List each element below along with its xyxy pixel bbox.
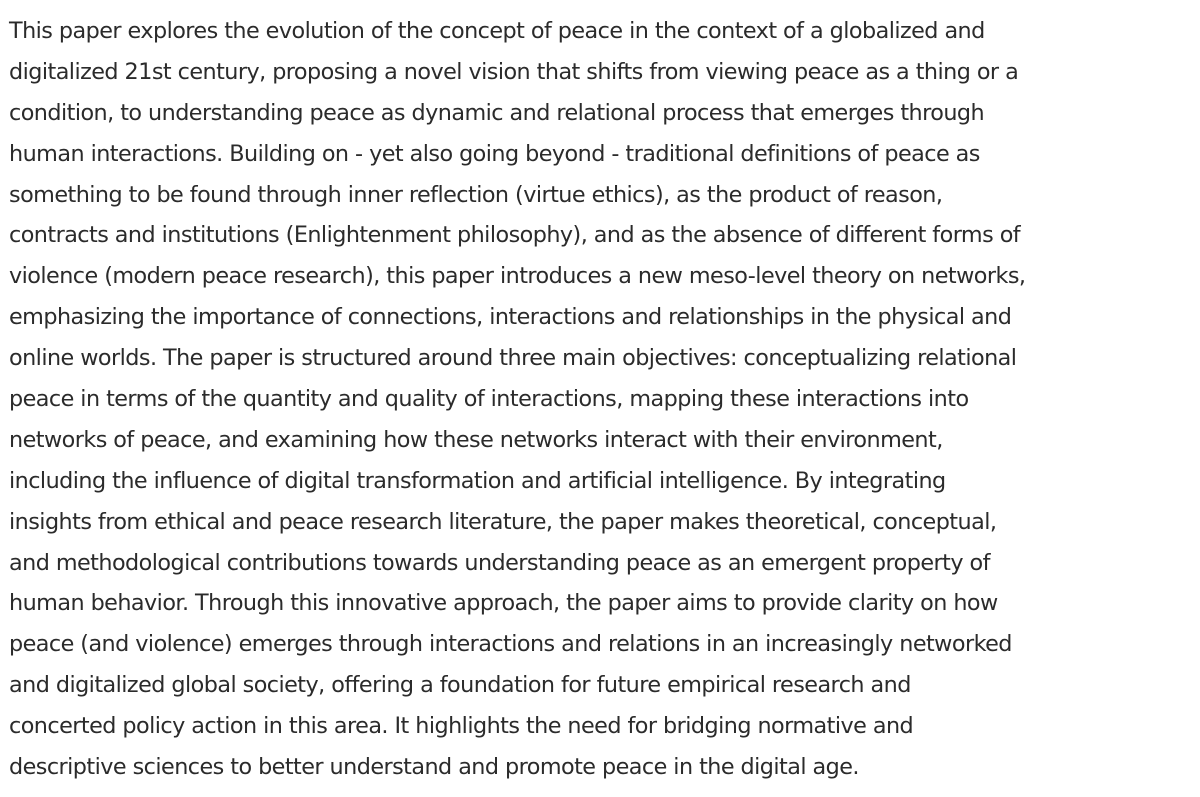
abstract-line: including the influence of digital transformation and artificial intelligence. By integrating — [9, 467, 946, 494]
abstract-line: digitalized 21st century, proposing a novel vision that shifts from viewing peace as a thing or a — [9, 58, 1019, 85]
abstract-line: This paper explores the evolution of the concept of peace in the context of a globalized and — [9, 18, 985, 44]
abstract-line: contracts and institutions (Enlightenment philosophy), and as the absence of different forms of — [9, 222, 1021, 249]
abstract-line: and methodological contributions towards understanding peace as an emergent property of — [9, 549, 990, 576]
abstract-line: concerted policy action in this area. It highlights the need for bridging normative and — [9, 713, 914, 740]
abstract-line: and digitalized global society, offering a foundation for future empirical research and — [9, 672, 911, 699]
abstract-line: peace in terms of the quantity and quality of interactions, mapping these interactions into — [9, 386, 969, 413]
abstract-line: human interactions. Building on - yet also going beyond - traditional definitions of peace as — [9, 140, 980, 167]
abstract-line: violence (modern peace research), this paper introduces a new meso-level theory on networks, — [9, 263, 1026, 290]
abstract-line: condition, to understanding peace as dynamic and relational process that emerges through — [9, 99, 985, 126]
abstract-line: insights from ethical and peace research literature, the paper makes theoretical, conceptual, — [9, 508, 997, 535]
abstract-line: emphasizing the importance of connections, interactions and relationships in the physical and — [9, 304, 1012, 331]
abstract-line: human behavior. Through this innovative approach, the paper aims to provide clarity on how — [9, 590, 998, 617]
abstract-line: descriptive sciences to better understand and promote peace in the digital age. — [9, 754, 859, 781]
abstract-line: online worlds. The paper is structured around three main objectives: conceptualizing relational — [9, 345, 1017, 372]
abstract-line: networks of peace, and examining how these networks interact with their environment, — [9, 426, 943, 453]
abstract-line: something to be found through inner reflection (virtue ethics), as the product of reason, — [9, 181, 943, 208]
abstract-line: peace (and violence) emerges through interactions and relations in an increasingly networked — [9, 631, 1012, 658]
